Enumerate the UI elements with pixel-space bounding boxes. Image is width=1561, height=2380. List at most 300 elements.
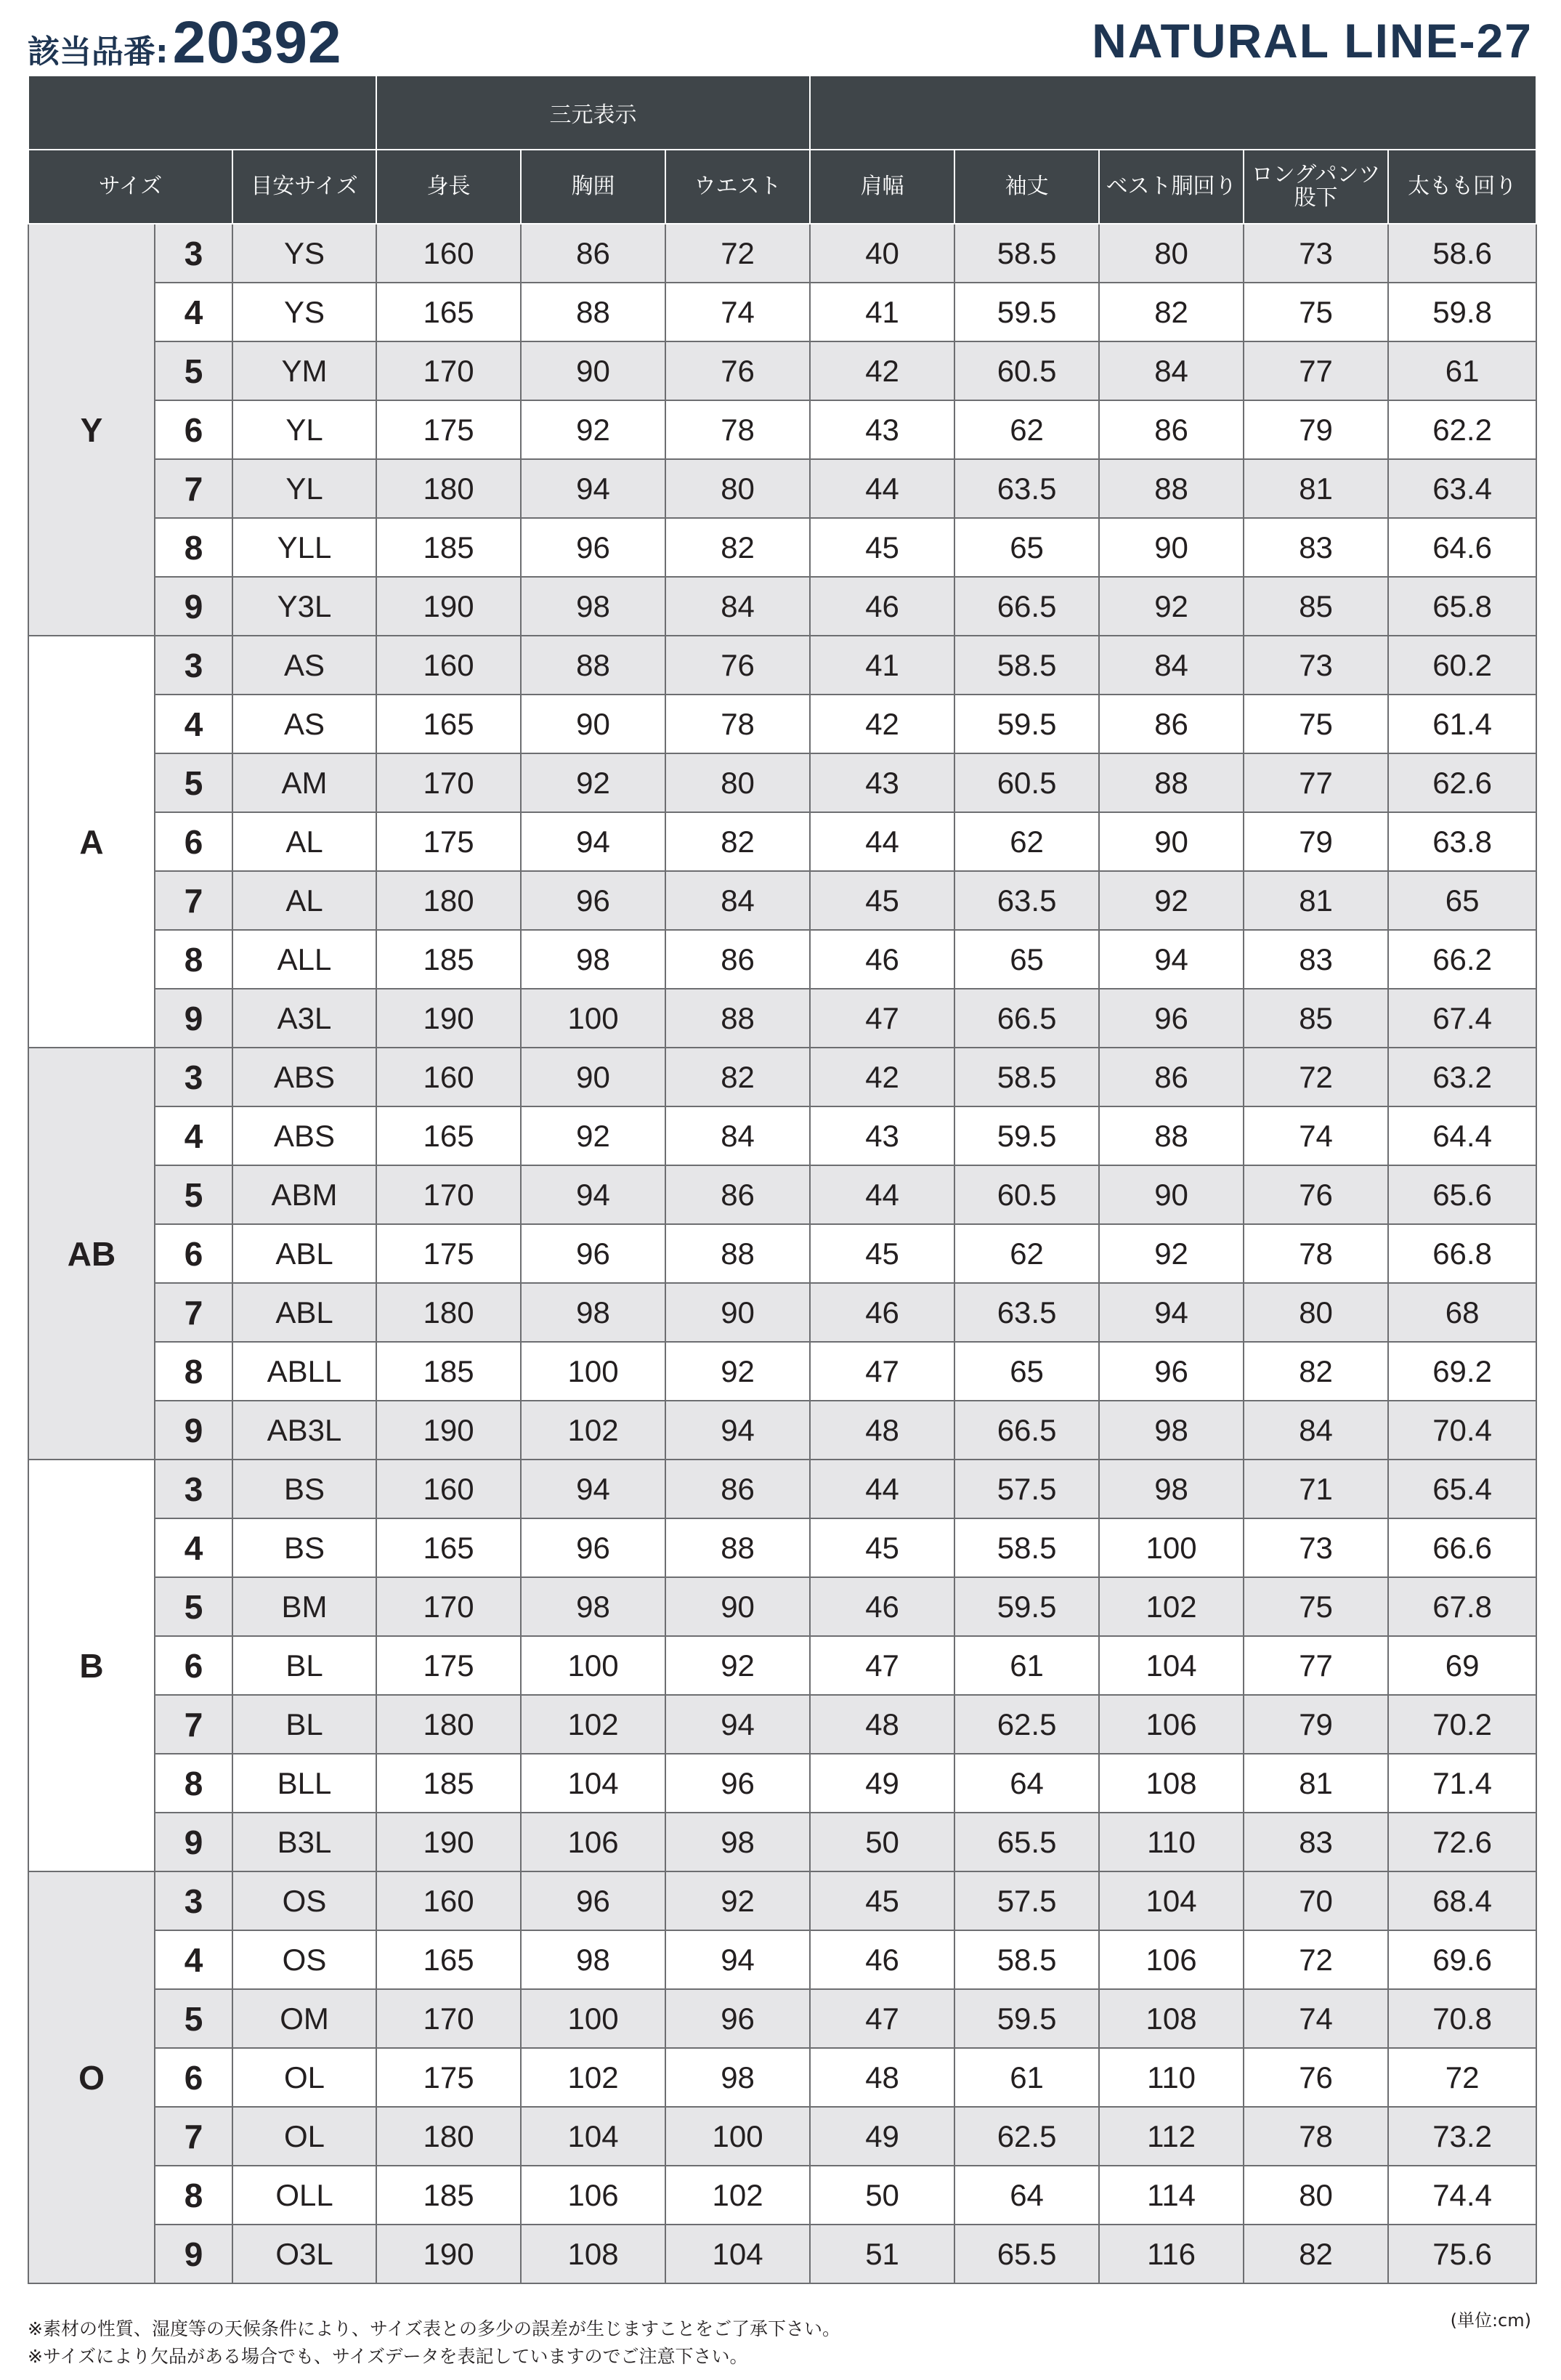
body-type-a: A xyxy=(28,636,155,1048)
cell-vest-waist: 94 xyxy=(1099,930,1244,989)
cell-shoulder: 48 xyxy=(810,2048,954,2107)
cell-vest-waist: 90 xyxy=(1099,518,1244,577)
cell-chest: 94 xyxy=(521,1460,665,1518)
cell-thigh: 60.2 xyxy=(1388,636,1536,695)
cell-guide-size: ABS xyxy=(232,1048,376,1106)
cell-chest: 90 xyxy=(521,1048,665,1106)
cell-size-number: 8 xyxy=(155,1754,232,1813)
cell-guide-size: OS xyxy=(232,1930,376,1989)
cell-sleeve: 62.5 xyxy=(954,2107,1099,2166)
cell-waist: 96 xyxy=(665,1754,810,1813)
table-row xyxy=(28,812,1536,871)
cell-size-number: 4 xyxy=(155,1518,232,1577)
cell-shoulder: 45 xyxy=(810,1871,954,1930)
cell-height: 190 xyxy=(376,1401,521,1460)
header-blank-left xyxy=(28,76,376,150)
cell-sleeve: 62 xyxy=(954,812,1099,871)
cell-sleeve: 66.5 xyxy=(954,1401,1099,1460)
cell-size-number: 6 xyxy=(155,400,232,459)
cell-size-number: 6 xyxy=(155,2048,232,2107)
cell-thigh: 70.4 xyxy=(1388,1401,1536,1460)
cell-waist: 98 xyxy=(665,1813,810,1871)
cell-inseam: 72 xyxy=(1244,1048,1388,1106)
cell-shoulder: 46 xyxy=(810,1283,954,1342)
cell-thigh: 66.2 xyxy=(1388,930,1536,989)
cell-guide-size: OL xyxy=(232,2048,376,2107)
cell-chest: 98 xyxy=(521,1283,665,1342)
cell-waist: 94 xyxy=(665,1695,810,1754)
cell-vest-waist: 110 xyxy=(1099,2048,1244,2107)
cell-shoulder: 46 xyxy=(810,930,954,989)
cell-inseam: 79 xyxy=(1244,1695,1388,1754)
cell-size-number: 7 xyxy=(155,459,232,518)
cell-inseam: 78 xyxy=(1244,1224,1388,1283)
cell-size-number: 8 xyxy=(155,1342,232,1401)
cell-chest: 102 xyxy=(521,2048,665,2107)
table-row xyxy=(28,2166,1536,2225)
cell-sleeve: 64 xyxy=(954,1754,1099,1813)
cell-inseam: 83 xyxy=(1244,930,1388,989)
cell-vest-waist: 108 xyxy=(1099,1754,1244,1813)
cell-waist: 104 xyxy=(665,2225,810,2283)
cell-chest: 92 xyxy=(521,1106,665,1165)
cell-shoulder: 47 xyxy=(810,1342,954,1401)
cell-waist: 102 xyxy=(665,2166,810,2225)
cell-size-number: 8 xyxy=(155,930,232,989)
cell-height: 160 xyxy=(376,1871,521,1930)
cell-thigh: 63.4 xyxy=(1388,459,1536,518)
cell-waist: 86 xyxy=(665,1460,810,1518)
cell-sleeve: 65.5 xyxy=(954,1813,1099,1871)
cell-size-number: 4 xyxy=(155,1930,232,1989)
cell-size-number: 7 xyxy=(155,1695,232,1754)
cell-sleeve: 63.5 xyxy=(954,871,1099,930)
cell-chest: 90 xyxy=(521,695,665,753)
cell-waist: 96 xyxy=(665,1989,810,2048)
cell-waist: 84 xyxy=(665,871,810,930)
cell-height: 180 xyxy=(376,1283,521,1342)
cell-chest: 88 xyxy=(521,283,665,341)
cell-thigh: 64.4 xyxy=(1388,1106,1536,1165)
table-row xyxy=(28,753,1536,812)
cell-vest-waist: 92 xyxy=(1099,1224,1244,1283)
cell-thigh: 62.2 xyxy=(1388,400,1536,459)
cell-sleeve: 60.5 xyxy=(954,1165,1099,1224)
cell-thigh: 59.8 xyxy=(1388,283,1536,341)
cell-inseam: 83 xyxy=(1244,518,1388,577)
cell-chest: 100 xyxy=(521,1636,665,1695)
cell-sleeve: 59.5 xyxy=(954,1577,1099,1636)
cell-thigh: 72 xyxy=(1388,2048,1536,2107)
cell-sleeve: 61 xyxy=(954,2048,1099,2107)
cell-sleeve: 58.5 xyxy=(954,1518,1099,1577)
cell-sleeve: 58.5 xyxy=(954,224,1099,283)
table-row xyxy=(28,1165,1536,1224)
cell-size-number: 9 xyxy=(155,2225,232,2283)
header-row-group xyxy=(28,76,1536,150)
table-row xyxy=(28,1518,1536,1577)
cell-inseam: 83 xyxy=(1244,1813,1388,1871)
cell-height: 180 xyxy=(376,2107,521,2166)
cell-vest-waist: 100 xyxy=(1099,1518,1244,1577)
cell-shoulder: 44 xyxy=(810,812,954,871)
cell-thigh: 65.8 xyxy=(1388,577,1536,636)
cell-thigh: 72.6 xyxy=(1388,1813,1536,1871)
table-row xyxy=(28,1048,1536,1106)
table-header xyxy=(28,76,1536,224)
col-guide-size: 目安サイズ xyxy=(232,150,376,224)
cell-vest-waist: 104 xyxy=(1099,1871,1244,1930)
cell-inseam: 85 xyxy=(1244,577,1388,636)
cell-sleeve: 65.5 xyxy=(954,2225,1099,2283)
cell-vest-waist: 104 xyxy=(1099,1636,1244,1695)
cell-shoulder: 43 xyxy=(810,1106,954,1165)
cell-inseam: 85 xyxy=(1244,989,1388,1048)
table-row xyxy=(28,1695,1536,1754)
cell-thigh: 63.2 xyxy=(1388,1048,1536,1106)
cell-shoulder: 41 xyxy=(810,636,954,695)
cell-sleeve: 62 xyxy=(954,400,1099,459)
cell-guide-size: Y3L xyxy=(232,577,376,636)
cell-waist: 100 xyxy=(665,2107,810,2166)
cell-height: 160 xyxy=(376,1460,521,1518)
cell-height: 175 xyxy=(376,812,521,871)
cell-inseam: 74 xyxy=(1244,1106,1388,1165)
cell-shoulder: 42 xyxy=(810,695,954,753)
cell-waist: 94 xyxy=(665,1401,810,1460)
cell-sleeve: 66.5 xyxy=(954,989,1099,1048)
cell-sleeve: 66.5 xyxy=(954,577,1099,636)
cell-thigh: 61.4 xyxy=(1388,695,1536,753)
cell-thigh: 69.2 xyxy=(1388,1342,1536,1401)
cell-guide-size: AL xyxy=(232,871,376,930)
cell-inseam: 70 xyxy=(1244,1871,1388,1930)
cell-shoulder: 47 xyxy=(810,1989,954,2048)
cell-inseam: 84 xyxy=(1244,1401,1388,1460)
cell-chest: 102 xyxy=(521,1695,665,1754)
body-type-y: Y xyxy=(28,224,155,636)
cell-shoulder: 46 xyxy=(810,1930,954,1989)
cell-inseam: 74 xyxy=(1244,1989,1388,2048)
cell-guide-size: O3L xyxy=(232,2225,376,2283)
cell-thigh: 67.4 xyxy=(1388,989,1536,1048)
cell-inseam: 77 xyxy=(1244,341,1388,400)
cell-sleeve: 63.5 xyxy=(954,459,1099,518)
cell-waist: 84 xyxy=(665,577,810,636)
product-number-block xyxy=(28,9,342,77)
col-thigh: 太もも回り xyxy=(1388,150,1536,224)
cell-chest: 100 xyxy=(521,1342,665,1401)
cell-shoulder: 41 xyxy=(810,283,954,341)
cell-thigh: 70.8 xyxy=(1388,1989,1536,2048)
cell-thigh: 65 xyxy=(1388,871,1536,930)
header-three-dimension: 三元表示 xyxy=(376,76,810,150)
cell-inseam: 79 xyxy=(1244,812,1388,871)
cell-guide-size: YL xyxy=(232,459,376,518)
cell-chest: 104 xyxy=(521,2107,665,2166)
table-body xyxy=(28,224,1536,2283)
cell-size-number: 6 xyxy=(155,1636,232,1695)
unit-label: (単位:cm) xyxy=(1450,2310,1531,2331)
cell-inseam: 80 xyxy=(1244,1283,1388,1342)
cell-chest: 106 xyxy=(521,2166,665,2225)
cell-chest: 100 xyxy=(521,1989,665,2048)
cell-sleeve: 60.5 xyxy=(954,753,1099,812)
table-row xyxy=(28,577,1536,636)
series-title: NATURAL LINE-27 xyxy=(1092,14,1533,68)
cell-chest: 98 xyxy=(521,577,665,636)
cell-vest-waist: 114 xyxy=(1099,2166,1244,2225)
cell-height: 170 xyxy=(376,1989,521,2048)
cell-guide-size: ABL xyxy=(232,1283,376,1342)
cell-guide-size: YM xyxy=(232,341,376,400)
cell-height: 180 xyxy=(376,1695,521,1754)
cell-height: 175 xyxy=(376,1224,521,1283)
cell-sleeve: 62 xyxy=(954,1224,1099,1283)
cell-chest: 96 xyxy=(521,1518,665,1577)
cell-size-number: 9 xyxy=(155,1401,232,1460)
table-row xyxy=(28,1930,1536,1989)
cell-height: 185 xyxy=(376,1754,521,1813)
table-row xyxy=(28,341,1536,400)
cell-shoulder: 45 xyxy=(810,871,954,930)
cell-inseam: 75 xyxy=(1244,695,1388,753)
cell-vest-waist: 88 xyxy=(1099,459,1244,518)
cell-size-number: 7 xyxy=(155,2107,232,2166)
cell-size-number: 7 xyxy=(155,1283,232,1342)
size-chart-table xyxy=(28,75,1537,2284)
cell-thigh: 62.6 xyxy=(1388,753,1536,812)
table-row xyxy=(28,636,1536,695)
cell-vest-waist: 86 xyxy=(1099,400,1244,459)
cell-inseam: 79 xyxy=(1244,400,1388,459)
cell-height: 160 xyxy=(376,636,521,695)
cell-thigh: 70.2 xyxy=(1388,1695,1536,1754)
table-row xyxy=(28,1989,1536,2048)
cell-chest: 96 xyxy=(521,1871,665,1930)
col-shoulder: 肩幅 xyxy=(810,150,954,224)
cell-chest: 92 xyxy=(521,400,665,459)
cell-guide-size: BLL xyxy=(232,1754,376,1813)
cell-waist: 78 xyxy=(665,695,810,753)
cell-size-number: 3 xyxy=(155,224,232,283)
cell-inseam: 82 xyxy=(1244,2225,1388,2283)
cell-shoulder: 46 xyxy=(810,577,954,636)
cell-thigh: 66.6 xyxy=(1388,1518,1536,1577)
cell-thigh: 65.4 xyxy=(1388,1460,1536,1518)
cell-guide-size: BL xyxy=(232,1636,376,1695)
table-row xyxy=(28,1106,1536,1165)
cell-guide-size: B3L xyxy=(232,1813,376,1871)
cell-waist: 98 xyxy=(665,2048,810,2107)
cell-vest-waist: 88 xyxy=(1099,753,1244,812)
body-type-b: B xyxy=(28,1460,155,1871)
table-row xyxy=(28,518,1536,577)
cell-size-number: 9 xyxy=(155,1813,232,1871)
cell-shoulder: 42 xyxy=(810,341,954,400)
product-number: 20392 xyxy=(172,9,342,76)
cell-waist: 82 xyxy=(665,1048,810,1106)
col-size: サイズ xyxy=(28,150,232,224)
cell-vest-waist: 106 xyxy=(1099,1695,1244,1754)
table-row xyxy=(28,1401,1536,1460)
table-row xyxy=(28,2107,1536,2166)
cell-thigh: 74.4 xyxy=(1388,2166,1536,2225)
table-row xyxy=(28,2048,1536,2107)
cell-vest-waist: 96 xyxy=(1099,1342,1244,1401)
cell-guide-size: BS xyxy=(232,1518,376,1577)
cell-vest-waist: 92 xyxy=(1099,871,1244,930)
table-row xyxy=(28,1283,1536,1342)
cell-sleeve: 65 xyxy=(954,930,1099,989)
cell-thigh: 58.6 xyxy=(1388,224,1536,283)
cell-inseam: 81 xyxy=(1244,1754,1388,1813)
body-type-o: O xyxy=(28,1871,155,2283)
col-sleeve: 袖丈 xyxy=(954,150,1099,224)
cell-chest: 102 xyxy=(521,1401,665,1460)
cell-waist: 92 xyxy=(665,1342,810,1401)
cell-height: 175 xyxy=(376,2048,521,2107)
cell-guide-size: OS xyxy=(232,1871,376,1930)
cell-size-number: 9 xyxy=(155,577,232,636)
cell-shoulder: 44 xyxy=(810,1460,954,1518)
cell-chest: 86 xyxy=(521,224,665,283)
cell-height: 190 xyxy=(376,2225,521,2283)
cell-height: 175 xyxy=(376,400,521,459)
cell-vest-waist: 80 xyxy=(1099,224,1244,283)
table-row xyxy=(28,930,1536,989)
cell-vest-waist: 84 xyxy=(1099,341,1244,400)
cell-sleeve: 59.5 xyxy=(954,1989,1099,2048)
footer-note-2: ※サイズにより欠品がある場合でも、サイズデータを表記していますのでご注意下さい。 xyxy=(28,2346,748,2367)
cell-size-number: 8 xyxy=(155,2166,232,2225)
col-long-pants-line2: 股下 xyxy=(1294,185,1338,211)
cell-size-number: 3 xyxy=(155,636,232,695)
cell-waist: 94 xyxy=(665,1930,810,1989)
cell-inseam: 81 xyxy=(1244,459,1388,518)
cell-size-number: 3 xyxy=(155,1871,232,1930)
cell-sleeve: 59.5 xyxy=(954,695,1099,753)
cell-height: 180 xyxy=(376,459,521,518)
cell-shoulder: 45 xyxy=(810,518,954,577)
cell-waist: 82 xyxy=(665,518,810,577)
cell-waist: 90 xyxy=(665,1283,810,1342)
cell-shoulder: 49 xyxy=(810,2107,954,2166)
table-row xyxy=(28,989,1536,1048)
cell-thigh: 61 xyxy=(1388,341,1536,400)
cell-chest: 98 xyxy=(521,1577,665,1636)
header-blank-right xyxy=(810,76,1536,150)
cell-waist: 74 xyxy=(665,283,810,341)
cell-inseam: 80 xyxy=(1244,2166,1388,2225)
cell-guide-size: ABM xyxy=(232,1165,376,1224)
cell-guide-size: AL xyxy=(232,812,376,871)
col-waist: ウエスト xyxy=(665,150,810,224)
cell-size-number: 4 xyxy=(155,695,232,753)
cell-height: 170 xyxy=(376,341,521,400)
cell-sleeve: 62.5 xyxy=(954,1695,1099,1754)
cell-chest: 94 xyxy=(521,812,665,871)
cell-vest-waist: 94 xyxy=(1099,1283,1244,1342)
cell-shoulder: 48 xyxy=(810,1695,954,1754)
cell-guide-size: ALL xyxy=(232,930,376,989)
table-row xyxy=(28,1224,1536,1283)
cell-size-number: 4 xyxy=(155,1106,232,1165)
cell-height: 165 xyxy=(376,283,521,341)
cell-height: 170 xyxy=(376,1165,521,1224)
cell-size-number: 4 xyxy=(155,283,232,341)
cell-size-number: 3 xyxy=(155,1460,232,1518)
cell-size-number: 5 xyxy=(155,1577,232,1636)
header-row-columns xyxy=(28,150,1536,224)
cell-vest-waist: 106 xyxy=(1099,1930,1244,1989)
cell-thigh: 66.8 xyxy=(1388,1224,1536,1283)
cell-vest-waist: 98 xyxy=(1099,1401,1244,1460)
cell-waist: 84 xyxy=(665,1106,810,1165)
cell-thigh: 67.8 xyxy=(1388,1577,1536,1636)
table-row xyxy=(28,1871,1536,1930)
cell-waist: 78 xyxy=(665,400,810,459)
cell-shoulder: 43 xyxy=(810,753,954,812)
cell-height: 160 xyxy=(376,1048,521,1106)
cell-chest: 106 xyxy=(521,1813,665,1871)
cell-thigh: 63.8 xyxy=(1388,812,1536,871)
cell-size-number: 9 xyxy=(155,989,232,1048)
col-long-pants-inseam xyxy=(1244,150,1388,224)
table-row xyxy=(28,1577,1536,1636)
cell-height: 165 xyxy=(376,1930,521,1989)
cell-shoulder: 45 xyxy=(810,1518,954,1577)
cell-chest: 94 xyxy=(521,1165,665,1224)
cell-vest-waist: 116 xyxy=(1099,2225,1244,2283)
cell-shoulder: 47 xyxy=(810,989,954,1048)
cell-guide-size: YS xyxy=(232,283,376,341)
cell-waist: 88 xyxy=(665,1224,810,1283)
cell-shoulder: 44 xyxy=(810,459,954,518)
cell-chest: 104 xyxy=(521,1754,665,1813)
cell-shoulder: 45 xyxy=(810,1224,954,1283)
cell-inseam: 75 xyxy=(1244,283,1388,341)
cell-height: 190 xyxy=(376,1813,521,1871)
cell-guide-size: OL xyxy=(232,2107,376,2166)
cell-vest-waist: 112 xyxy=(1099,2107,1244,2166)
table-row xyxy=(28,224,1536,283)
cell-height: 165 xyxy=(376,695,521,753)
cell-waist: 92 xyxy=(665,1871,810,1930)
cell-waist: 88 xyxy=(665,989,810,1048)
cell-shoulder: 47 xyxy=(810,1636,954,1695)
cell-size-number: 5 xyxy=(155,1989,232,2048)
cell-height: 175 xyxy=(376,1636,521,1695)
cell-vest-waist: 86 xyxy=(1099,695,1244,753)
cell-height: 185 xyxy=(376,2166,521,2225)
cell-size-number: 5 xyxy=(155,1165,232,1224)
cell-inseam: 73 xyxy=(1244,636,1388,695)
table-row xyxy=(28,1460,1536,1518)
cell-vest-waist: 82 xyxy=(1099,283,1244,341)
cell-sleeve: 58.5 xyxy=(954,1048,1099,1106)
cell-chest: 108 xyxy=(521,2225,665,2283)
cell-guide-size: BS xyxy=(232,1460,376,1518)
cell-inseam: 78 xyxy=(1244,2107,1388,2166)
cell-waist: 76 xyxy=(665,341,810,400)
cell-thigh: 69 xyxy=(1388,1636,1536,1695)
cell-thigh: 75.6 xyxy=(1388,2225,1536,2283)
cell-thigh: 71.4 xyxy=(1388,1754,1536,1813)
cell-guide-size: ABLL xyxy=(232,1342,376,1401)
cell-height: 165 xyxy=(376,1106,521,1165)
cell-thigh: 68 xyxy=(1388,1283,1536,1342)
